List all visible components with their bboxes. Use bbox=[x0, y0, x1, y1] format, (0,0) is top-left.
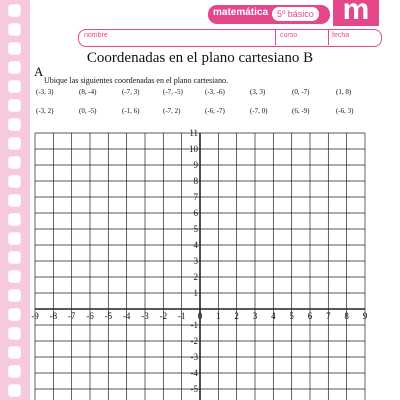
y-axis-tick-label: -5 bbox=[190, 384, 198, 394]
x-axis-tick-label: -2 bbox=[159, 311, 168, 321]
y-axis-tick-label: 2 bbox=[193, 272, 198, 282]
coordinate-pair: (-7, 2) bbox=[163, 107, 181, 115]
x-axis-tick-label: 5 bbox=[289, 311, 294, 321]
coordinate-pair: (-3, 2) bbox=[36, 107, 54, 115]
y-axis-tick-label: 1 bbox=[193, 288, 198, 298]
x-axis-tick-label: -5 bbox=[104, 311, 113, 321]
y-axis-tick-label: 7 bbox=[193, 192, 198, 202]
x-axis-tick-label: 0 bbox=[197, 311, 203, 321]
coordinate-pair: (3, 3) bbox=[250, 88, 266, 96]
coordinate-pair: (6, -9) bbox=[292, 107, 310, 115]
y-axis-tick-label: 4 bbox=[193, 240, 198, 250]
x-axis-tick-label: 4 bbox=[271, 311, 276, 321]
grade-badge: 5º básico bbox=[272, 7, 319, 21]
x-axis-tick-label: 1 bbox=[216, 311, 221, 321]
coordinate-pair: (0, -5) bbox=[79, 107, 97, 115]
section-letter: A bbox=[34, 64, 44, 79]
x-axis-tick-label: -9 bbox=[31, 311, 39, 321]
coordinate-pair: (-6, 3) bbox=[336, 107, 354, 115]
y-axis-tick-label: -1 bbox=[190, 320, 198, 330]
y-axis-tick-label: 6 bbox=[193, 208, 198, 218]
x-axis-tick-label: -1 bbox=[177, 311, 186, 321]
x-axis-tick-label: 9 bbox=[362, 311, 368, 321]
y-axis-tick-label: 10 bbox=[188, 144, 198, 154]
instruction-text: Ubique las siguientes coordenadas en el plano cartesiano. bbox=[44, 76, 228, 85]
y-axis-tick-label: 8 bbox=[193, 176, 198, 186]
y-axis-tick-label: -3 bbox=[190, 352, 198, 362]
coordinate-pair: (-7, 0) bbox=[250, 107, 268, 115]
coordinate-pair: (-7, 3) bbox=[122, 88, 140, 96]
y-axis-tick-label: 5 bbox=[193, 224, 198, 234]
subject-label: matemática bbox=[213, 7, 269, 18]
y-axis-tick-label: 11 bbox=[189, 128, 198, 138]
x-axis-tick-label: -8 bbox=[49, 311, 58, 321]
coordinate-pair: (1, 8) bbox=[336, 88, 352, 96]
name-field-label: nombre bbox=[84, 32, 108, 39]
course-field-label: curso bbox=[280, 32, 298, 39]
y-axis-tick-label: 3 bbox=[193, 256, 198, 266]
logo-m: m bbox=[333, 0, 379, 26]
y-axis-tick-label: -2 bbox=[190, 336, 198, 346]
coordinate-pair: (0, -7) bbox=[292, 88, 310, 96]
coordinate-pair: (-1, 6) bbox=[122, 107, 140, 115]
coordinate-pair: (-7, -5) bbox=[163, 88, 183, 96]
x-axis-tick-label: -3 bbox=[141, 311, 149, 321]
y-axis-tick-label: 9 bbox=[193, 160, 198, 170]
y-axis-tick-label: -4 bbox=[190, 368, 198, 378]
x-axis-tick-label: 6 bbox=[307, 311, 313, 321]
x-axis-tick-label: -6 bbox=[86, 311, 94, 321]
x-axis-tick-label: -7 bbox=[67, 311, 76, 321]
x-axis-tick-label: 2 bbox=[234, 311, 239, 321]
x-axis-tick-label: 8 bbox=[344, 311, 349, 321]
x-axis-tick-label: 3 bbox=[252, 311, 258, 321]
x-axis-tick-label: -4 bbox=[122, 311, 131, 321]
coordinate-pair: (8, -4) bbox=[79, 88, 97, 96]
coordinate-pair: (-6, -7) bbox=[205, 107, 225, 115]
worksheet-title: Coordenadas en el plano cartesiano B bbox=[86, 50, 314, 66]
x-axis-tick-label: 7 bbox=[326, 311, 331, 321]
date-field-label: fecha bbox=[332, 32, 350, 39]
coordinate-pair: (-3, -6) bbox=[205, 88, 225, 96]
coordinate-pair: (-3, 3) bbox=[36, 88, 54, 96]
